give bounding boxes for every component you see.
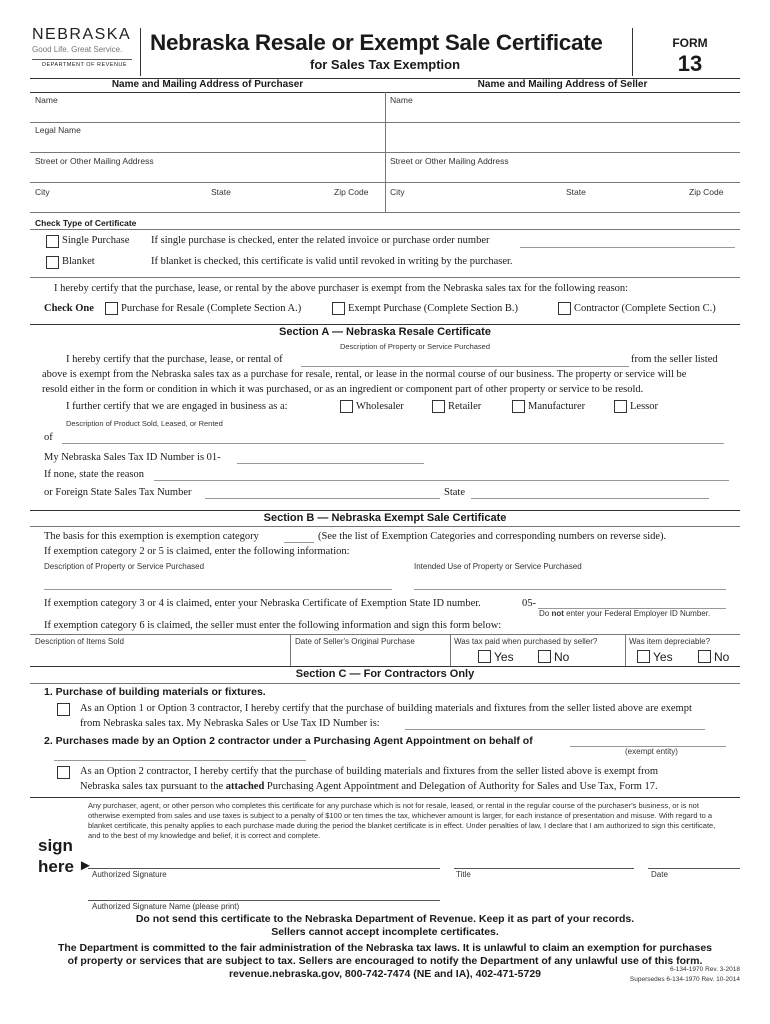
purchaser-state-label: State — [211, 187, 231, 197]
retailer-label: Retailer — [448, 401, 482, 412]
purchaser-name-label: Name — [35, 95, 58, 105]
none-reason-field[interactable] — [154, 480, 729, 481]
tax-paid-yes-label: Yes — [494, 650, 514, 664]
logo-wordmark: NEBRASKA — [32, 26, 132, 43]
of-label: of — [44, 432, 53, 443]
tax-paid-no-checkbox[interactable] — [538, 650, 551, 663]
footer-line-1: Do not send this certificate to the Nebraska Department of Revenue. Keep it as part of your records. — [135, 913, 635, 925]
depreciable-yes-checkbox[interactable] — [637, 650, 650, 663]
exempt-entity-field-b[interactable] — [54, 760, 306, 761]
product-description-field[interactable] — [62, 443, 724, 444]
section-b-title: Section B — Nebraska Exempt Sale Certificate — [263, 512, 507, 524]
signer-title-field[interactable] — [454, 868, 634, 869]
foreign-state-field[interactable] — [471, 498, 709, 499]
contractor-option-checkbox[interactable] — [558, 302, 571, 315]
footer-line-2: Sellers cannot accept incomplete certificates. — [271, 926, 499, 938]
option1-3-text1: As an Option 1 or Option 3 contractor, I hereby certify that the purchase of building materials and fixtures from the seller listed above are exempt — [80, 703, 692, 714]
category-6-text: If exemption category 6 is claimed, the seller must enter the following information and sign this form below: — [44, 620, 502, 631]
manufacturer-checkbox[interactable] — [512, 400, 525, 413]
intended-use-caption: Intended Use of Property or Service Purchased — [414, 562, 582, 571]
none-reason-label: If none, state the reason — [44, 469, 145, 480]
tax-paid-no-label: No — [554, 650, 570, 664]
col-depreciable: Was item depreciable? — [629, 637, 711, 646]
seller-zip-label: Zip Code — [689, 187, 724, 197]
section-a-line1-end: from the seller listed — [631, 354, 718, 365]
section-a-line3: resold either in the form or condition in which it was purchased, or as an ingredient or component part of other property or service to be resold. — [42, 384, 644, 395]
invoice-number-field[interactable] — [520, 247, 735, 248]
revision-number: 6-134-1970 Rev. 3-2018 — [670, 966, 740, 973]
contractor-item-1: 1. Purchase of building materials or fixtures. — [44, 686, 266, 698]
here-label: here — [38, 857, 74, 876]
wholesaler-checkbox[interactable] — [340, 400, 353, 413]
date-caption: Date — [651, 870, 668, 879]
basis-start: The basis for this exemption is exemption category — [44, 531, 259, 542]
title-caption: Title — [456, 870, 471, 879]
single-purchase-text: If single purchase is checked, enter the related invoice or purchase order number — [151, 235, 490, 246]
signature-date-field[interactable] — [648, 868, 740, 869]
footer-contact: revenue.nebraska.gov, 800-742-7474 (NE and IA), 402-471-5729 — [228, 968, 542, 980]
resale-option-checkbox[interactable] — [105, 302, 118, 315]
manufacturer-label: Manufacturer — [528, 401, 586, 412]
logo-department: DEPARTMENT OF REVENUE — [42, 62, 128, 68]
section-a-line2: above is exempt from the Nebraska sales tax as a purchase for resale, rental, or lease in the normal course of our business. The property or service will be — [42, 369, 687, 380]
penalty-statement: Any purchaser, agent, or other person who completes this certificate for any purchase which is not for resale, leased, or rental in the regular course of the purchaser's business, or is not otherwise exempted from sales and use taxes is subject to a penalty of $100 or ten times the tax, whichever amount is larger, for each instance of presentation and misuse. With regard to a blanket certificate, this penalty applies to each purchase made during the period the blanket certificate is in effect. Under penalties of law, I declare that I am authorized to sign this certificate, and to the best of my knowledge and belief, it is correct and complete. — [88, 801, 716, 840]
depreciable-yes-label: Yes — [653, 650, 673, 664]
option2-text2 — [80, 781, 658, 792]
purchaser-heading: Name and Mailing Address of Purchaser — [111, 79, 304, 90]
fein-note-post: enter your Federal Employer ID Number. — [563, 609, 711, 618]
blanket-text: If blanket is checked, this certificate is valid until revoked in writing by the purchaser. — [151, 256, 513, 267]
wholesaler-label: Wholesaler — [356, 401, 404, 412]
business-type-text: I further certify that we are engaged in business as a: — [66, 401, 288, 412]
authorized-signature-caption: Authorized Signature — [92, 870, 167, 879]
signature-name-field[interactable] — [88, 900, 440, 901]
blanket-checkbox[interactable] — [46, 256, 59, 269]
section-a-line1-start: I hereby certify that the purchase, lease, or rental of — [66, 354, 283, 365]
form-label: FORM — [672, 36, 708, 50]
check-one-label: Check One — [44, 303, 94, 314]
exemption-category-field[interactable] — [284, 542, 314, 543]
seller-street-label: Street or Other Mailing Address — [390, 156, 509, 166]
sign-arrow-icon: ► — [78, 857, 93, 874]
resale-option-label: Purchase for Resale (Complete Section A.) — [121, 303, 302, 314]
purchaser-street-label: Street or Other Mailing Address — [35, 156, 154, 166]
supersedes-note: Supersedes 6-134-1970 Rev. 10-2014 — [629, 976, 740, 983]
option2-text2c: Purchasing Agent Appointment and Delegation of Authority for Sales and Use Tax, Form 17. — [264, 781, 658, 792]
exempt-option-label: Exempt Purchase (Complete Section B.) — [348, 303, 519, 314]
signature-name-caption: Authorized Signature Name (please print) — [92, 902, 240, 911]
section-a-title: Section A — Nebraska Resale Certificate — [279, 326, 491, 338]
col-items-sold: Description of Items Sold — [35, 637, 124, 646]
certificate-type-heading: Check Type of Certificate — [35, 218, 137, 228]
logo-tagline: Good Life. Great Service. — [32, 45, 123, 54]
sign-label: sign — [38, 836, 73, 855]
col-purchase-date: Date of Seller's Original Purchase — [295, 637, 415, 646]
single-purchase-checkbox[interactable] — [46, 235, 59, 248]
contractor-item-2: 2. Purchases made by an Option 2 contractor under a Purchasing Agent Appointment on behalf of — [44, 735, 533, 747]
seller-state-label: State — [566, 187, 586, 197]
tax-paid-yes-checkbox[interactable] — [478, 650, 491, 663]
fein-note — [539, 609, 710, 618]
exempt-entity-caption: (exempt entity) — [625, 747, 678, 756]
seller-name-label: Name — [390, 95, 413, 105]
option1-3-checkbox[interactable] — [57, 703, 70, 716]
contractor-tax-id-field[interactable] — [405, 729, 705, 730]
form-number: 13 — [677, 51, 703, 76]
seller-city-label: City — [390, 187, 405, 197]
section-a-desc-caption: Description of Property or Service Purchased — [339, 342, 491, 351]
option2-text2b: attached — [225, 781, 265, 792]
category-2-5-text: If exemption category 2 or 5 is claimed, enter the following information: — [44, 546, 350, 557]
section-b-desc-caption: Description of Property or Service Purchased — [44, 562, 205, 571]
tax-id-field[interactable] — [237, 463, 424, 464]
basis-end: (See the list of Exemption Categories and corresponding numbers on reverse side). — [318, 531, 667, 542]
section-b-description-field[interactable] — [44, 589, 392, 590]
depreciable-no-checkbox[interactable] — [698, 650, 711, 663]
foreign-state-label: State — [444, 487, 465, 498]
option2-text2a: Nebraska sales tax pursuant to the — [80, 781, 226, 792]
intended-use-field[interactable] — [414, 589, 726, 590]
foreign-tax-field[interactable] — [205, 498, 440, 499]
purchaser-city-label: City — [35, 187, 50, 197]
seller-heading: Name and Mailing Address of Seller — [477, 79, 648, 90]
col-tax-paid: Was tax paid when purchased by seller? — [454, 637, 598, 646]
retailer-checkbox[interactable] — [432, 400, 445, 413]
depreciable-no-label: No — [714, 650, 730, 664]
category-3-4-text: If exemption category 3 or 4 is claimed, enter your Nebraska Certificate of Exemption State ID number. — [44, 598, 481, 609]
single-purchase-label: Single Purchase — [62, 235, 130, 246]
footer-line-4: of property or services that are subject to tax. Sellers are encouraged to notify the Department of any unlawful use of this form. — [67, 955, 703, 967]
section-a-property-field[interactable] — [301, 366, 629, 367]
fein-note-bold: not — [551, 609, 564, 618]
product-caption: Description of Product Sold, Leased, or Rented — [66, 419, 223, 428]
lessor-label: Lessor — [630, 401, 658, 412]
section-c-title: Section C — For Contractors Only — [295, 668, 475, 680]
blanket-label: Blanket — [62, 256, 95, 267]
purchaser-legal-name-label: Legal Name — [35, 125, 81, 135]
footer-line-3: The Department is committed to the fair administration of the Nebraska tax laws. It is unlawful to claim an exemption for purchases — [57, 942, 713, 954]
prefix-05: 05- — [522, 598, 536, 609]
lessor-checkbox[interactable] — [614, 400, 627, 413]
authorized-signature-field[interactable] — [88, 868, 440, 869]
certify-intro: I hereby certify that the purchase, lease, or rental by the above purchaser is exempt from the Nebraska sales tax for the following reason: — [54, 283, 629, 294]
option2-text1: As an Option 2 contractor, I hereby certify that the purchase of building materials and fixtures from the seller listed above is exempt from — [80, 766, 659, 777]
page-title: Nebraska Resale or Exempt Sale Certificate — [150, 30, 603, 55]
exempt-option-checkbox[interactable] — [332, 302, 345, 315]
fein-note-pre: Do — [539, 609, 552, 618]
tax-id-label: My Nebraska Sales Tax ID Number is 01- — [44, 452, 221, 463]
contractor-option-label: Contractor (Complete Section C.) — [574, 303, 716, 314]
option1-3-text2: from Nebraska sales tax. My Nebraska Sales or Use Tax ID Number is: — [80, 718, 380, 729]
option2-checkbox[interactable] — [57, 766, 70, 779]
purchaser-zip-label: Zip Code — [334, 187, 369, 197]
logo — [32, 26, 132, 76]
foreign-tax-label: or Foreign State Sales Tax Number — [44, 487, 192, 498]
page-subtitle: for Sales Tax Exemption — [309, 57, 461, 72]
